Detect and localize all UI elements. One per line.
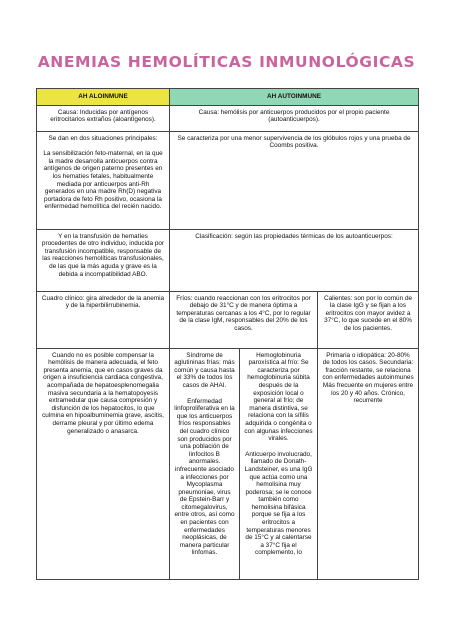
cell-situaciones-autoinmune: Se caracteriza por una menor supervivencia de los glóbulos rojos y una prueba de Coombs positiva. [170,131,419,229]
cell-frios: Fríos: cuando reaccionan con los eritrocitos por debajo de 31°C y de manera óptima a temperaturas cercanas a los 4°C, por lo regular de la clase IgM, responsables del 20% de los casos. [170,291,318,348]
cell-hemoglobinuria [240,348,318,579]
comparison-table [36,88,419,580]
cell-detalle-aloinmune: Cuando no es posible compensar la hemólisis de manera adecuada, el feto presenta anemia, que en casos graves da origen a insuficiencia cardiaca congestiva, acompañada de hepatoesplenomegalia masiva secundaria a la hematopoyesis extramedular que causa compresión y disfunción de los hepatocitos, lo que culmina en hipoalbuminemia grave, ascitis, derrame pleural y por último edema generalizado o anasarca. [37,348,170,579]
cell-transfusion-aloinmune: Y en la transfusión de hematíes procedentes de otro individuo, inducida por transfusión incompatible, responsable de las reacciones hemolíticas transfusionales, de las que la más aguda y grave es la debida a incompatibilidad ABO. [37,229,170,291]
cell-primaria: Primaria o idiopática: 20-80% de todos los casos. Secundaria: fracción restante, se relaciona con enfermedades autoinmunes Más frecuente en mujeres entre los 20 y 40 años. Crónico, recurrente [318,348,419,579]
cell-causa-autoinmune: Causa: hemólisis por anticuerpos producidos por el propio paciente (autoanticuerpos). [170,105,419,131]
aglutininas-text-2: Enfermedad linfoproliferativa en la que los anticuerpos fríos responsables del cuadro clínico son producidos por una población de linfocitos B anormales. infrecuente asociado a infecciones por Mycoplasma pneumoniae, virus de Epstein-Barr y citomegalovirus, entre otros, así como en pacientes con enfermedades neoplásicas, de manera particular linfomas. [174,397,235,557]
aglutininas-text-1: Síndrome de aglutininas frías: más común y causa hasta el 33% de todos los casos de AHAI. [174,351,235,389]
header-autoinmune: AH AUTOINMUNE [170,89,419,106]
page-title: ANEMIAS HEMOLÍTICAS INMUNOLÓGICAS [37,53,416,71]
cell-calientes: Calientes: son por lo común de la clase IgG y se fijan a los eritrocitos con mayor avidez a 37°C, lo que sucede en el 80% de los pacientes. [318,291,419,348]
cell-situaciones-aloinmune [37,131,170,229]
situaciones-feto: La sensibilización feto-maternal, en la que la madre desarrolla anticuerpos contra antígenos de origen paterno presentes en los hematíes fetales, habitualmente mediada por anticuerpos anti-Rh generados en una madre Rh(D) negativa portadora de feto Rh positivo, ocasiona la enfermedad hemolítica del recién nacido. [43,150,163,211]
cell-aglutininas-frias [170,348,240,579]
hemoglobinuria-text-2: Anticuerpo involucrado, llamado de Donath-Landsteiner, es una IgG que actúa como una hemolisina muy poderosa; se le conoce también como hemolisina bifásica porque se fija a los eritrocitos a temperaturas menores de 15°C y al calentarse a 37°C fija el complemento, lo [244,450,313,557]
cell-clasificacion: Clasificación: según las propiedades térmicas de los autoanticuerpos: [170,229,419,291]
situaciones-intro: Se dan en dos situaciones principales: [48,134,158,142]
hemoglobinuria-text-1: Hemoglobinuria paroxística al frío: Se caracteriza por hemoglobinuria súbita después de la exposición local o general al frío; de manera distintiva, se relaciona con la sífilis adquirida o congénita o con algunas infecciones virales. [244,351,313,443]
cell-causa-aloinmune: Causa: Inducidas por antígenos eritrocitarios extraños (aloantígenos). [37,105,170,131]
cell-clinico-aloinmune: Cuadro clínico: gira alrededor de la anemia y de la hiperbilirrubinemia. [37,291,170,348]
header-aloinmune: AH ALOINMUNE [37,89,170,106]
